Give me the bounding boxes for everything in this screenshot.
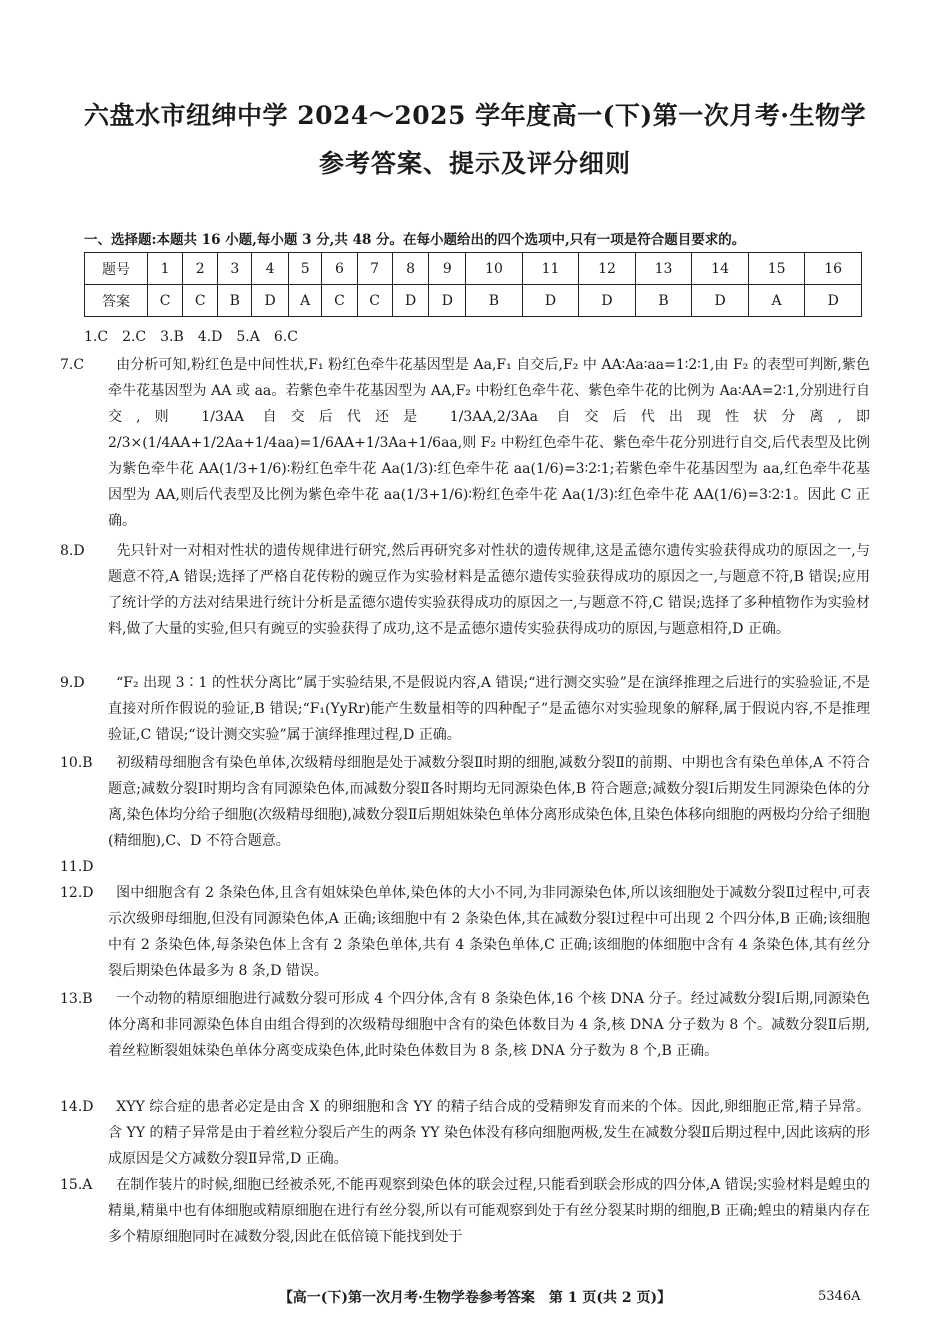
explanation-12 bbox=[60, 880, 870, 984]
answer-cell: D bbox=[252, 285, 289, 317]
item-text: XYY 综合症的患者必定是由含 X 的卵细胞和含 YY 的精子结合成的受精卵发育而来的个体。因此,卵细胞正常,精子异常。含 YY 的精子异常是由于着丝粒分裂后产生的两条 YY 染色体没有移向细胞两极,发生在减数分裂Ⅱ后期过程中,因此该病的形成原因是父方减数分裂Ⅱ异常,D 正确。 bbox=[108, 1099, 870, 1167]
section-heading: 一、选择题:本题共 16 小题,每小题 3 分,共 48 分。在每小题给出的四个选项中,只有一项是符合题目要求的。 bbox=[84, 232, 746, 248]
answer-cell: D bbox=[805, 285, 862, 317]
question-number-cell: 8 bbox=[392, 253, 429, 285]
question-number-cell: 11 bbox=[522, 253, 579, 285]
question-number-cell: 3 bbox=[218, 253, 252, 285]
question-number-cell: 10 bbox=[466, 253, 523, 285]
row-label-number: 题号 bbox=[85, 253, 148, 285]
item-number: 8.D bbox=[60, 543, 85, 559]
explanation-11 bbox=[60, 854, 870, 880]
question-number-cell: 6 bbox=[322, 253, 357, 285]
question-number-cell: 16 bbox=[805, 253, 862, 285]
answer-cell: A bbox=[748, 285, 805, 317]
document-code: 5346A bbox=[818, 1289, 861, 1304]
explanation-15 bbox=[60, 1172, 871, 1250]
item-number: 10.B bbox=[60, 755, 93, 771]
explanation-13 bbox=[60, 986, 870, 1064]
explanation-8 bbox=[60, 538, 870, 642]
item-text: 图中细胞含有 2 条染色体,且含有姐妹染色单体,染色体的大小不同,为非同源染色体,所以该细胞处于减数分裂Ⅱ过程中,可表示次级卵母细胞,但没有同源染色体,A 正确;该细胞中有 2 条染色体,其在减数分裂Ⅰ过程中可出现 2 个四分体,B 正确;该细胞中有 2 条染色体,每条染色体上含有 2 条染色单体,共有 4 条染色单体,C 正确;该细胞的体细胞中含有 4 条染色体,其有丝分裂后期染色体最多为 8 条,D 错误。 bbox=[108, 885, 870, 979]
item-number: 14.D bbox=[60, 1099, 94, 1115]
explanation-10 bbox=[60, 750, 871, 854]
answer-cell: B bbox=[466, 285, 523, 317]
explanation-7 bbox=[60, 352, 870, 534]
question-number-cell: 13 bbox=[635, 253, 692, 285]
question-number-cell: 9 bbox=[429, 253, 466, 285]
question-number-cell: 1 bbox=[148, 253, 183, 285]
explanation-9 bbox=[60, 670, 871, 748]
document-subtitle: 参考答案、提示及评分细则 bbox=[318, 149, 631, 178]
question-number-cell: 2 bbox=[183, 253, 218, 285]
question-number-cell: 7 bbox=[357, 253, 392, 285]
answer-cell: C bbox=[357, 285, 392, 317]
item-number: 7.C bbox=[60, 357, 85, 373]
answer-cell: D bbox=[522, 285, 579, 317]
answer-cell: D bbox=[692, 285, 749, 317]
item-text: 由分析可知,粉红色是中间性状,F₁ 粉红色牵牛花基因型是 Aa,F₁ 自交后,F₂ 中 AA∶Aa∶aa=1∶2∶1,由 F₂ 的表型可判断,紫色牵牛花基因型为 AA 或 aa。若紫色牵牛花基因型为 AA,F₂ 中粉红色牵牛花、紫色牵牛花的比例为 Aa∶AA=2∶1,分别进行自交,则 1/3AA 自交后代还是 1/3AA,2/3Aa 自交后代出现性状分离,即 2/3×(1/4AA+1/2Aa+1/4aa)=1/6AA+1/3Aa+1/6aa,则 F₂ 中粉红色牵牛花、紫色牵牛花分别进行自交,后代表型及比例为紫色牵牛花 AA(1/3+1/6)∶粉红色牵牛花 Aa(1/3)∶红色牵牛花 aa(1/6)=3∶2∶1;若紫色牵牛花基因型为 aa,红色牵牛花基因型为 AA,则后代表型及比例为紫色牵牛花 aa(1/3+1/6)∶粉红色牵牛花 Aa(1/3)∶红色牵牛花 AA(1/6)=3∶2∶1。因此 C 正确。 bbox=[108, 357, 870, 529]
answer-table bbox=[84, 252, 862, 317]
answer-cell: D bbox=[579, 285, 636, 317]
answer-cell: B bbox=[218, 285, 252, 317]
item-text: 在制作装片的时候,细胞已经被杀死,不能再观察到染色体的联会过程,只能看到联会形成的四分体,A 错误;实验材料是蝗虫的精巢,精巢中也有体细胞或精原细胞在进行有丝分裂,所以有可能观察到处于有丝分裂某时期的细胞,B 正确;蝗虫的精巢内存在多个精原细胞同时在减数分裂,因此在低倍镜下能找到处于 bbox=[108, 1177, 871, 1245]
item-text: “F₂ 出现 3∶1 的性状分离比”属于实验结果,不是假说内容,A 错误;“进行测交实验”是在演绎推理之后进行的实验验证,不是直接对所作假说的验证,B 错误;“F₁(YyRr)能产生数量相等的四种配子”是孟德尔对实验现象的解释,属于假说内容,不是推理验证,C 错误;“设计测交实验”属于演绎推理过程,D 正确。 bbox=[108, 675, 871, 743]
table-row-numbers bbox=[85, 253, 862, 285]
answer-cell: C bbox=[322, 285, 357, 317]
row-label-answer: 答案 bbox=[85, 285, 148, 317]
item-number: 15.A bbox=[60, 1177, 93, 1193]
answer-cell: D bbox=[392, 285, 429, 317]
item-number: 9.D bbox=[60, 675, 85, 691]
item-number: 12.D bbox=[60, 885, 94, 901]
item-text: 初级精母细胞含有染色单体,次级精母细胞是处于减数分裂Ⅱ时期的细胞,减数分裂Ⅱ的前期、中期也含有染色单体,A 不符合题意;减数分裂Ⅰ时期均含有同源染色体,而减数分裂Ⅱ各时期均无同源染色体,B 符合题意;减数分裂Ⅰ后期发生同源染色体的分离,染色体均分给子细胞(次级精母细胞),减数分裂Ⅱ后期姐妹染色单体分离形成染色体,且染色体移向细胞的两极均分给子细胞(精细胞),C、D 不符合题意。 bbox=[108, 755, 871, 849]
item-text: 先只针对一对相对性状的遗传规律进行研究,然后再研究多对性状的遗传规律,这是孟德尔遗传实验获得成功的原因之一,与题意不符,A 错误;选择了严格自花传粉的豌豆作为实验材料是孟德尔遗传实验获得成功的原因之一,与题意不符,B 错误;应用了统计学的方法对结果进行统计分析是孟德尔遗传实验获得成功的原因之一,与题意不符,C 错误;选择了多种植物作为实验材料,做了大量的实验,但只有豌豆的实验获得了成功,这不是孟德尔遗传实验获得成功的原因,与题意相符,D 正确。 bbox=[108, 543, 870, 637]
short-answers: 1.C 2.C 3.B 4.D 5.A 6.C bbox=[84, 329, 298, 345]
table-row-answers bbox=[85, 285, 862, 317]
document-title: 六盘水市纽绅中学 2024～2025 学年度高一(下)第一次月考·生物学 bbox=[84, 101, 866, 130]
answer-cell: C bbox=[148, 285, 183, 317]
answer-cell: C bbox=[183, 285, 218, 317]
item-text: 一个动物的精原细胞进行减数分裂可形成 4 个四分体,含有 8 条染色体,16 个核 DNA 分子。经过减数分裂Ⅰ后期,同源染色体分离和非同源染色体自由组合得到的次级精母细胞中含有的染色体数目为 4 条,核 DNA 分子数为 8 个。减数分裂Ⅱ后期,着丝粒断裂姐妹染色单体分离变成染色体,此时染色体数目为 8 条,核 DNA 分子数为 8 个,B 正确。 bbox=[108, 991, 870, 1059]
explanation-14 bbox=[60, 1094, 870, 1172]
item-number: 13.B bbox=[60, 991, 93, 1007]
question-number-cell: 4 bbox=[252, 253, 289, 285]
answer-cell: A bbox=[288, 285, 321, 317]
answer-cell: D bbox=[429, 285, 466, 317]
question-number-cell: 12 bbox=[579, 253, 636, 285]
question-number-cell: 5 bbox=[288, 253, 321, 285]
question-number-cell: 15 bbox=[748, 253, 805, 285]
answer-cell: B bbox=[635, 285, 692, 317]
item-number: 11.D bbox=[60, 859, 94, 875]
question-number-cell: 14 bbox=[692, 253, 749, 285]
page-footer: 【高一(下)第一次月考·生物学卷参考答案 第 1 页(共 2 页)】 bbox=[278, 1290, 672, 1306]
